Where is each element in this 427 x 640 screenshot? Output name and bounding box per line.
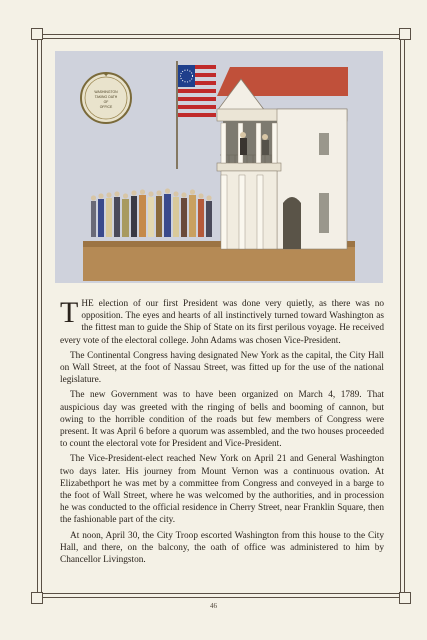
- crowd-of-figures: [91, 188, 212, 237]
- article-text: [60, 298, 384, 569]
- figure-head: [240, 132, 246, 138]
- badge-ornament: ✦: [103, 71, 109, 79]
- paragraph-1: [60, 298, 384, 347]
- paragraph-4: The Vice-President-elect reached New York on April 21 and General Washington two days later. His journey from Mount Vernon was a continuous ovation. At Elizabethport he was met by a committee from Congress and conveyed in a barge to the foot of Wall Street, where he was welcomed by the authorities, and in procession he was conducted to the official residence in Cherry Street, near Franklin Square, then the fashionable part of the city.: [60, 454, 384, 526]
- drop-cap: T: [60, 296, 79, 329]
- arched-door: [283, 197, 301, 249]
- paragraph-1-text: HE election of our first President was done very quietly, as there was no opposition. The eyes and hearts of all instinctively turned toward Washington as the fittest man to guide the Ship of State on its first perilous voyage. He received every vote of the electoral college. John Adams was chosen Vice-President.: [60, 299, 384, 346]
- badge-line-2: TAKING OATH: [94, 95, 118, 99]
- border-corner-ornament: [31, 28, 43, 40]
- badge-line-1: WASHINGTON: [94, 90, 118, 94]
- border-corner-ornament: [399, 28, 411, 40]
- page-number: 46: [210, 602, 217, 610]
- badge-line-3: OF: [103, 100, 109, 104]
- paragraph-5: At noon, April 30, the City Troop escorted Washington from this house to the City Hall, and there, on the balcony, the oath of office was administered to him by Chancellor Livingston.: [60, 530, 384, 566]
- window: [319, 133, 329, 155]
- title-badge: [81, 71, 131, 123]
- illustration-washington-oath: [55, 51, 383, 283]
- badge-line-4: OFFICE: [99, 105, 113, 109]
- figure-head: [262, 134, 268, 140]
- paragraph-3: The new Government was to have been organized on March 4, 1789. That auspicious day was greeted with the ringing of bells and booming of cannon, but owing to the horrible condition of the roads but few members of Congress were present. It was April 6 before a quorum was assembled, and the two houses proceeded to count the electoral vote for President and Vice-President.: [60, 390, 384, 450]
- balcony: [217, 163, 281, 171]
- window: [319, 193, 329, 233]
- paragraph-2: The Continental Congress having designated New York as the capital, the City Hall on Wall Street, at the foot of Nassau Street, was fitted up for the use of the national legislature.: [60, 350, 384, 386]
- federal-hall-building: [217, 67, 348, 249]
